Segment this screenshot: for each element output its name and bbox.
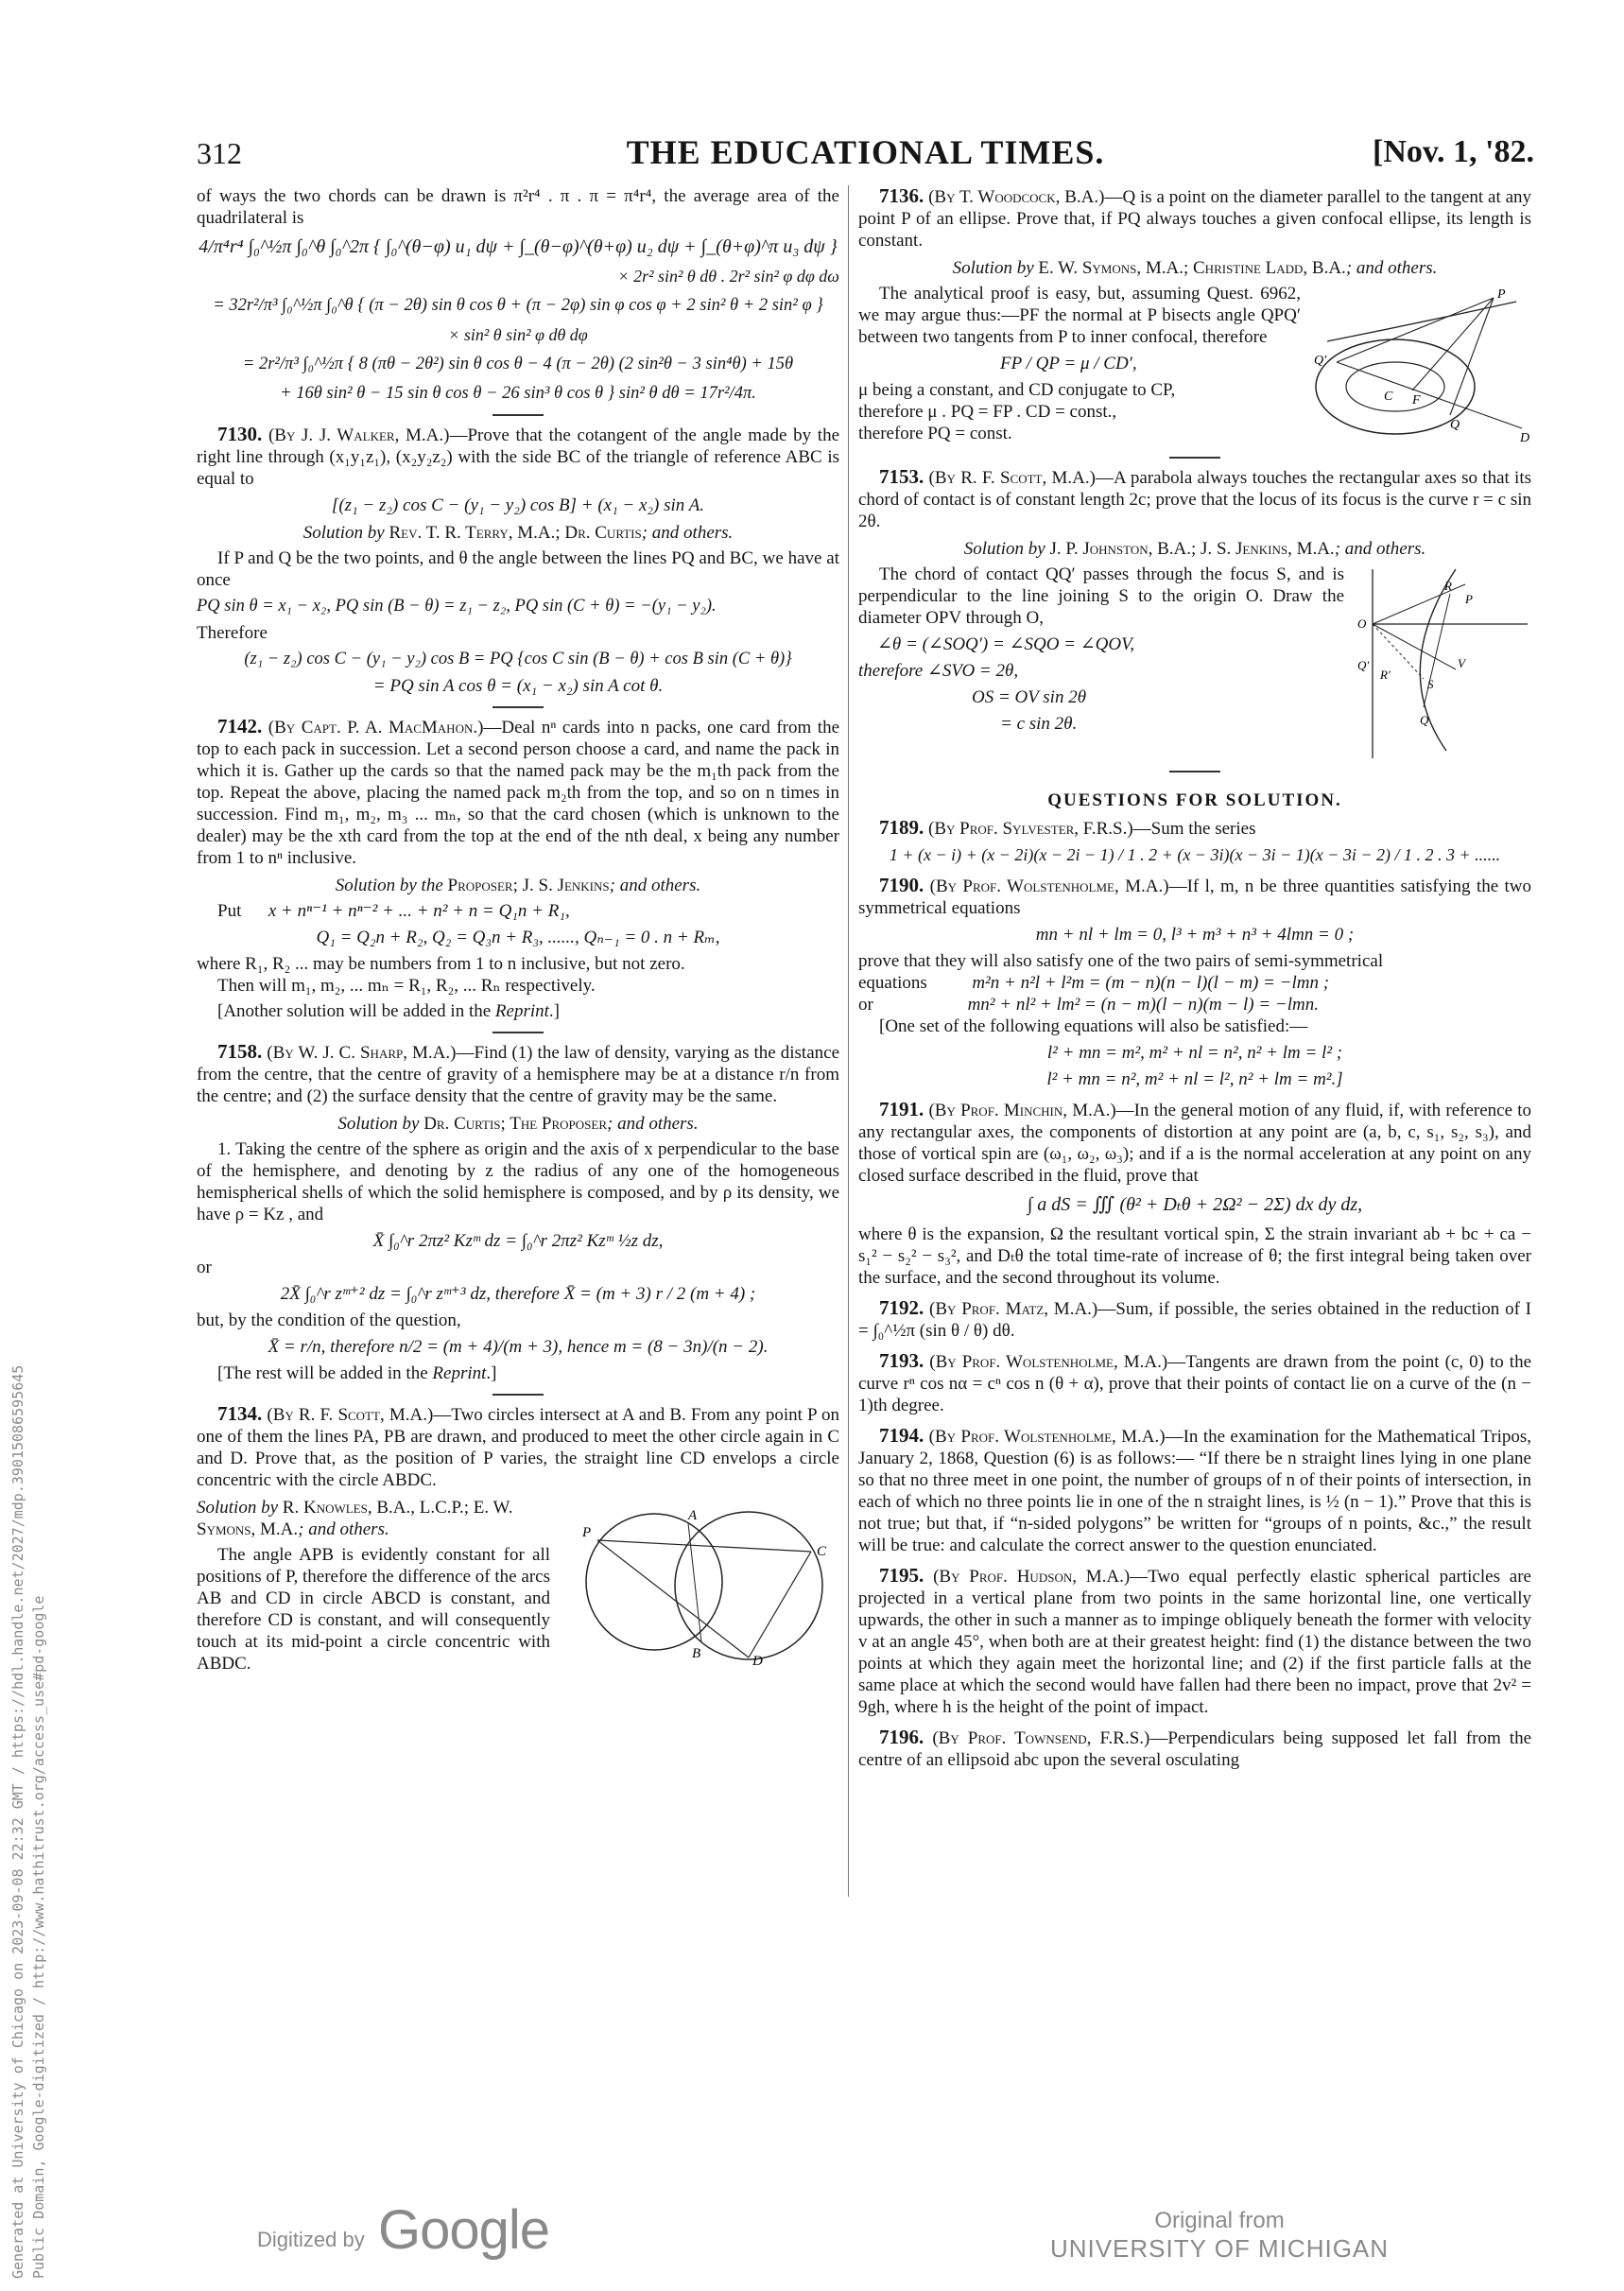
equation-7158-a: X̄ ∫₀^r 2πz² Kzᵐ dz = ∫₀^r 2πz² Kzᵐ ½z dz, <box>372 1231 664 1251</box>
figure-label: B <box>692 1646 701 1661</box>
ellipse-figure <box>1308 285 1531 445</box>
figure-label: P <box>1465 592 1473 606</box>
equation-7130: [(z₁ − z₂) cos C − (y₁ − y₂) cos B] + (x₁ − x₂) sin A. <box>331 495 705 515</box>
equation-7153-b: OS = OV sin 2θ <box>972 687 1087 707</box>
equation-7136: FP / QP = μ / CD′, <box>1000 354 1137 373</box>
question-text: —Sum, if possible, the series obtained in the reduction of I = ∫₀^½π (sin θ / θ) dθ. <box>858 1299 1532 1341</box>
digitized-by-label: Digitized by <box>257 2228 365 2251</box>
solution-heading-7153: Solution by J. P. Johnston, B.A.; J. S. Jenkins, M.A.; and others. <box>963 539 1426 559</box>
question-7193 <box>858 1350 1531 1416</box>
equation-7142: Q₁ = Q₂n + R₂, Q₂ = Q₃n + R₃, ......, Qₙ₋₁ = 0 . n + Rₘ, <box>316 928 720 947</box>
page-number: 312 <box>197 136 242 170</box>
google-logo: Google <box>378 2199 550 2261</box>
question-author: (By Prof. Wolstenholme, M.A.) <box>928 1427 1166 1447</box>
right-column <box>858 185 1531 1771</box>
separator-rule <box>492 706 544 708</box>
solution-text: The angle APB is evidently constant for all positions of P, therefore the difference of the arcs AB and CD in circle ABCD is constant, and therefore CD is constant, and will consequently touch at its mid-point a circle concentric with ABDC. <box>197 1545 550 1674</box>
question-number: 7158. <box>217 1040 263 1063</box>
solution-text: therefore μ . PQ = FP . CD = const., <box>858 402 1117 422</box>
equation-7153-a: ∠θ = (∠SOQ′) = ∠SQO = ∠QOV, <box>877 634 1135 654</box>
question-text: —Q is a point on the diameter parallel to the tangent at any point P of an ellipse. Prove that, if PQ always touches a given confocal ellipse, its length is constant. <box>858 187 1532 251</box>
equation-7130-c: (z₁ − z₂) cos C − (y₁ − y₂) cos B = PQ {cos C sin (B − θ) + cos B sin (C + θ)} <box>244 650 792 668</box>
solution-text: but, by the condition of the question, <box>197 1310 461 1330</box>
question-author: (By Prof. Wolstenholme, M.A.) <box>929 876 1169 896</box>
equation-quadrilateral-1b: × 2r² sin² θ dθ . 2r² sin² φ dφ dω <box>617 267 839 286</box>
question-7134 <box>197 1403 839 1491</box>
question-author: (By T. Woodcock, B.A.) <box>928 187 1105 207</box>
equation-quadrilateral-3: = 2r²/π³ ∫₀^½π { 8 (πθ − 2θ²) sin θ cos θ − 4 (π − 2θ) (2 sin²θ − 3 sin⁴θ) + 15θ <box>242 355 794 373</box>
separator-rule <box>1169 771 1220 772</box>
question-author: (By Prof. Hudson, M.A.) <box>933 1567 1131 1587</box>
question-author: (By W. J. C. Sharp, M.A.) <box>267 1043 457 1063</box>
equation-7191: ∫ a dS = ∭ (θ² + Dₜθ + 2Ω² − 2Σ) dx dy dz, <box>1027 1194 1363 1215</box>
equation-row: or mn² + nl² + lm² = (n − m)(l − n)(m − l) = −lmn. <box>858 995 1319 1015</box>
question-number: 7191. <box>879 1098 924 1120</box>
equation-quadrilateral-1: 4/π⁴r⁴ ∫₀^½π ∫₀^θ ∫₀^2π { ∫₀^(θ−φ) u₁ dψ + ∫_(θ−φ)^(θ+φ) u₂ dψ + ∫_(θ+φ)^π u₃ dψ } <box>199 236 838 257</box>
solution-text: If P and Q be the two points, and θ the angle between the lines PQ and BC, we have at once <box>197 548 839 590</box>
question-author: (By R. F. Scott, M.A.) <box>267 1405 434 1425</box>
question-author: (By J. J. Walker, M.A.) <box>268 425 450 445</box>
university-name: UNIVERSITY OF MICHIGAN <box>1049 2234 1390 2263</box>
question-text: —Find (1) the law of density, varying as the distance from the centre, that the centre of gravity of a hemisphere may be at a distance r/n from the centre; and (2) the surface density that the centre of gravity may be the same. <box>197 1043 839 1106</box>
figure-label: A <box>688 1508 698 1523</box>
or-text: or <box>197 1258 212 1277</box>
question-number: 7190. <box>879 874 924 896</box>
question-text: —Perpendiculars being supposed let fall from the centre of an ellipsoid abc upon the several osculating <box>858 1728 1531 1770</box>
solution-heading-7136: Solution by E. W. Symons, M.A.; Christine Ladd, B.A.; and others. <box>952 258 1438 278</box>
question-7153 <box>858 466 1531 532</box>
solution-text: where R₁, R₂ ... may be numbers from 1 to n inclusive, but not zero. <box>197 954 685 974</box>
question-number: 7142. <box>217 715 263 738</box>
question-text: —Prove that the cotangent of the angle made by the right line through (x₁y₁z₁), (x₂y₂z₂) with the side BC of the triangle of reference ABC is equal to <box>197 425 839 489</box>
left-column <box>197 185 839 1675</box>
question-7196 <box>858 1727 1531 1771</box>
equation-7158-b: 2X̄ ∫₀^r zᵐ⁺² dz = ∫₀^r zᵐ⁺³ dz, therefore X̄ = (m + 3) r / 2 (m + 4) ; <box>280 1284 756 1304</box>
question-number: 7153. <box>879 465 924 488</box>
figure-label: F <box>1412 393 1421 408</box>
question-7192 <box>858 1297 1531 1342</box>
question-7142 <box>197 716 839 869</box>
question-7195 <box>858 1565 1531 1718</box>
intro-text: of ways the two chords can be drawn is π²r⁴ . π . π = π⁴r⁴, the average area of the quadrilateral is <box>197 186 839 228</box>
figure-label: C <box>817 1544 827 1559</box>
page-header <box>197 132 1534 180</box>
question-7136 <box>858 185 1531 252</box>
equation-7130-d: = PQ sin A cos θ = (x₁ − x₂) sin A cot θ. <box>372 676 664 696</box>
question-text: where θ is the expansion, Ω the resultant vortical spin, Σ the strain invariant ab + bc + ca − s₁² − s₂² − s₃², and Dₜθ the total time-rate of increase of θ; the first integral being taken over the surface, and the second throughout its volume. <box>858 1224 1531 1288</box>
figure-label: Q <box>1420 713 1429 727</box>
issue-date: [Nov. 1, '82. <box>1373 134 1534 169</box>
provenance-line-2: Public Domain, Google-digitized / http://www.hathitrust.org/access_use#pd-google <box>30 1595 47 2279</box>
separator-rule <box>492 414 544 416</box>
question-7190 <box>858 875 1531 919</box>
figure-label: V <box>1458 656 1465 670</box>
solution-heading-7142: Solution by the Proposer; J. S. Jenkins; and others. <box>335 876 701 895</box>
question-7130 <box>197 424 839 490</box>
digitized-by-google <box>257 2198 569 2265</box>
solution-heading-7134: Solution by R. Knowles, B.A., L.C.P.; E. W. Symons, M.A.; and others. <box>197 1498 513 1539</box>
journal-title: THE EDUCATIONAL TIMES. <box>626 133 1105 171</box>
solution-7136-block <box>858 283 1531 447</box>
solution-text: μ being a constant, and CD conjugate to CP, <box>858 380 1176 400</box>
figure-label: Q′ <box>1357 658 1370 672</box>
equation-7190-b: l² + mn = m², m² + nl = n², n² + lm = l² ; <box>1046 1043 1343 1063</box>
solution-text: The analytical proof is easy, but, assuming Quest. 6962, we may argue thus:—PF the normal at P bisects angle QPQ′ between two tangents from P to inner confocal, therefore <box>858 284 1301 347</box>
question-text: —Sum the series <box>1132 819 1256 839</box>
solution-heading-7158: Solution by Dr. Curtis; The Proposer; and others. <box>337 1114 699 1134</box>
figure-label: P <box>582 1525 592 1540</box>
question-author: (By Prof. Wolstenholme, M.A.) <box>929 1352 1168 1372</box>
question-7158 <box>197 1041 839 1107</box>
equation-quadrilateral-3b: + 16θ sin² θ − 15 sin θ cos θ − 26 sin³ θ cos θ } sin² θ dθ = 17r²/4π. <box>280 384 756 403</box>
reprint-note: [Another solution will be added in the Reprint.] <box>217 1001 560 1021</box>
question-number: 7196. <box>879 1726 924 1748</box>
provenance-line-1: Generated at University of Chicago on 2023-09-08 22:32 GMT / https://hdl.handle.net/2027/mdp.39015086595645 <box>9 1364 26 2279</box>
question-text: —Two circles intersect at A and B. From any point P on one of them the lines PA, PB are drawn, and produced to meet the other circle again in C and D. Prove that, as the position of P varies, the straight line CD envelops a circle concentric with the circle ABDC. <box>197 1405 840 1490</box>
question-author: (By Capt. P. A. MacMahon.) <box>268 718 484 738</box>
figure-label: Q′ <box>1314 354 1327 368</box>
solution-text: Then will m₁, m₂, ... mₙ = R₁, R₂, ... Rₙ respectively. <box>217 976 596 996</box>
question-text: prove that they will also satisfy one of the two pairs of semi-symmetrical <box>858 951 1384 971</box>
solution-text: 1. Taking the centre of the sphere as origin and the axis of x perpendicular to the base of the hemisphere, and denoting by z the radius of any one of the homogeneous hemispherical shells of which the solid hemisphere is composed, and by ρ its density, we have ρ = Kz , and <box>197 1139 839 1224</box>
original-from <box>1040 2208 1399 2274</box>
figure-label: S <box>1427 677 1434 691</box>
question-7191 <box>858 1099 1531 1187</box>
equation-7190-c: l² + mn = n², m² + nl = l², n² + lm = m².] <box>1046 1069 1343 1089</box>
question-note: [One set of the following equations will also be satisfied:— <box>879 1016 1308 1036</box>
question-number: 7192. <box>879 1296 924 1319</box>
question-text: —Two equal perfectly elastic spherical particles are projected in a vertical plane from two points in the same horizontal line, one vertically upwards, the other in such a manner as to impinge obliquely beneath the former with velocity v at an angle 45°, when both are at their greatest height: find (1) the distance between the two points at which they again meet the horizontal line; and (2) if the first particle falls at the same place at which the second would have fallen had there been no impact, prove that 2v² = 9gh, where h is the height of the point of impact. <box>858 1567 1531 1717</box>
therefore-text: Therefore <box>197 623 268 643</box>
figure-label: R′ <box>1380 668 1391 682</box>
solution-heading-7130: Solution by Rev. T. R. Terry, M.A.; Dr. Curtis; and others. <box>302 523 734 543</box>
equation-quadrilateral-2: = 32r²/π³ ∫₀^½π ∫₀^θ { (π − 2θ) sin θ cos θ + (π − 2φ) sin φ cos φ + 2 sin² θ + 2 sin² φ } <box>213 296 823 315</box>
question-number: 7134. <box>217 1402 263 1425</box>
question-number: 7193. <box>879 1349 924 1372</box>
equation-7189: 1 + (x − i) + (x − 2i)(x − 2i − 1) / 1 . 2 + (x − 3i)(x − 3i − 1)(x − 3i − 2) / 1 . 2 . 3 + ...... <box>889 845 1501 864</box>
question-7189 <box>858 817 1531 840</box>
equation-7153-c: = c sin 2θ. <box>1000 714 1078 734</box>
question-text: —If l, m, n be three quantities satisfying the two symmetrical equations <box>858 876 1531 918</box>
equation-7158-c: X̄ = r/n, therefore n/2 = (m + 4)/(m + 3), hence m = (8 − 3n)/(n − 2). <box>268 1337 769 1357</box>
question-7194 <box>858 1425 1531 1556</box>
question-number: 7194. <box>879 1424 924 1447</box>
two-circles-figure <box>560 1495 839 1665</box>
solution-text: The chord of contact QQ′ passes through the focus S, and is perpendicular to the line joining S to the origin O. Draw the diameter OPV through O, <box>858 564 1344 628</box>
original-from-label: Original from <box>1154 2208 1285 2233</box>
question-text: —In the examination for the Mathematical Tripos, January 2, 1868, Question (6) is as follows:— “If there be n straight lines lying in one plane so that no three meet in one point, the number of groups of n of their points of intersection, in each of which no three points lie in one of the n straight lines, is ½ (n − 1).” Prove that this is not true; but that, if “n-sided polygons” be written for “groups of n points, &c.,” the result will be true: and calculate the correct answer to the question enunciated. <box>858 1427 1532 1555</box>
equation-row: equations m²n + n²l + l²m = (m − n)(n − l)(l − m) = −lmn ; <box>858 973 1330 993</box>
solution-7134-block <box>197 1491 839 1675</box>
question-author: (By Prof. Minchin, M.A.) <box>928 1101 1116 1120</box>
question-text: —Deal nⁿ cards into n packs, one card from the top to each pack in succession. Let a second person choose a card, and name the pack in which it is. Gather up the cards so that the named pack may be the m₁th pack from the top. Repeat the above, placing the named pack m₂th from the top, and so on n times in succession. Find m₁, m₂, m₃ ... mₙ, so that the card chosen (which is unknown to the dealer) may be the xth card from the top at the end of the nth deal, x being any number from 1 to nⁿ inclusive. <box>197 718 840 868</box>
question-author: (By Prof. Matz, M.A.) <box>929 1299 1098 1319</box>
question-author: (By R. F. Scott, M.A.) <box>928 468 1096 488</box>
question-text: —Tangents are drawn from the point (c, 0) to the curve rⁿ cos nα = cⁿ cos n (θ + α), prove that their points of contact lie on a curve of the (n − 1)th degree. <box>858 1352 1531 1415</box>
equation-7130-b: PQ sin θ = x₁ − x₂, PQ sin (B − θ) = z₁ − z₂, PQ sin (C + θ) = −(y₁ − y₂). <box>197 597 717 616</box>
figure-label: O <box>1357 616 1367 631</box>
parabola-figure <box>1352 565 1531 759</box>
question-number: 7130. <box>217 423 263 445</box>
figure-label: R <box>1444 579 1452 593</box>
separator-rule <box>492 1394 544 1396</box>
solution-text: therefore ∠SVO = 2θ, <box>858 661 1019 681</box>
column-divider <box>848 185 849 1897</box>
question-number: 7136. <box>879 184 924 207</box>
solution-7153-block <box>858 564 1531 761</box>
figure-label: C <box>1384 390 1393 404</box>
separator-rule <box>1169 457 1220 459</box>
question-text: —In the general motion of any fluid, if, with reference to any rectangular axes, the components of distortion at any point are (a, b, c, s₁, s₂, s₃), and those of vortical spin are (ω₁, ω₂, ω₃); and if a is the normal acceleration at any point on any closed surface described in the fluid, prove that <box>858 1101 1531 1186</box>
figure-label: Q <box>1450 418 1460 432</box>
question-number: 7195. <box>879 1564 924 1587</box>
question-author: (By Prof. Sylvester, F.R.S.) <box>928 819 1133 839</box>
figure-label: D <box>1520 431 1530 445</box>
solution-text: therefore PQ = const. <box>858 424 1012 443</box>
figure-label: D <box>752 1654 763 1665</box>
question-number: 7189. <box>879 816 924 839</box>
equation-7190-a: mn + nl + lm = 0, l³ + m³ + n³ + 4lmn = 0 ; <box>1035 925 1355 945</box>
question-text: —A parabola always touches the rectangular axes so that its chord of contact is of constant length 2c; prove that the locus of its focus is the curve r = c sin 2θ. <box>858 468 1532 531</box>
separator-rule <box>492 1032 544 1033</box>
solution-text: Put x + nⁿ⁻¹ + nⁿ⁻² + ... + n² + n = Q₁n + R₁, <box>217 901 570 921</box>
reprint-note: [The rest will be added in the Reprint.] <box>217 1363 497 1383</box>
question-author: (By Prof. Townsend, F.R.S.) <box>932 1728 1150 1748</box>
questions-heading: QUESTIONS FOR SOLUTION. <box>1047 790 1342 810</box>
provenance-sidebar <box>0 1021 66 2279</box>
equation-quadrilateral-2b: × sin² θ sin² φ dθ dφ <box>448 325 588 344</box>
figure-label: P <box>1497 287 1506 302</box>
